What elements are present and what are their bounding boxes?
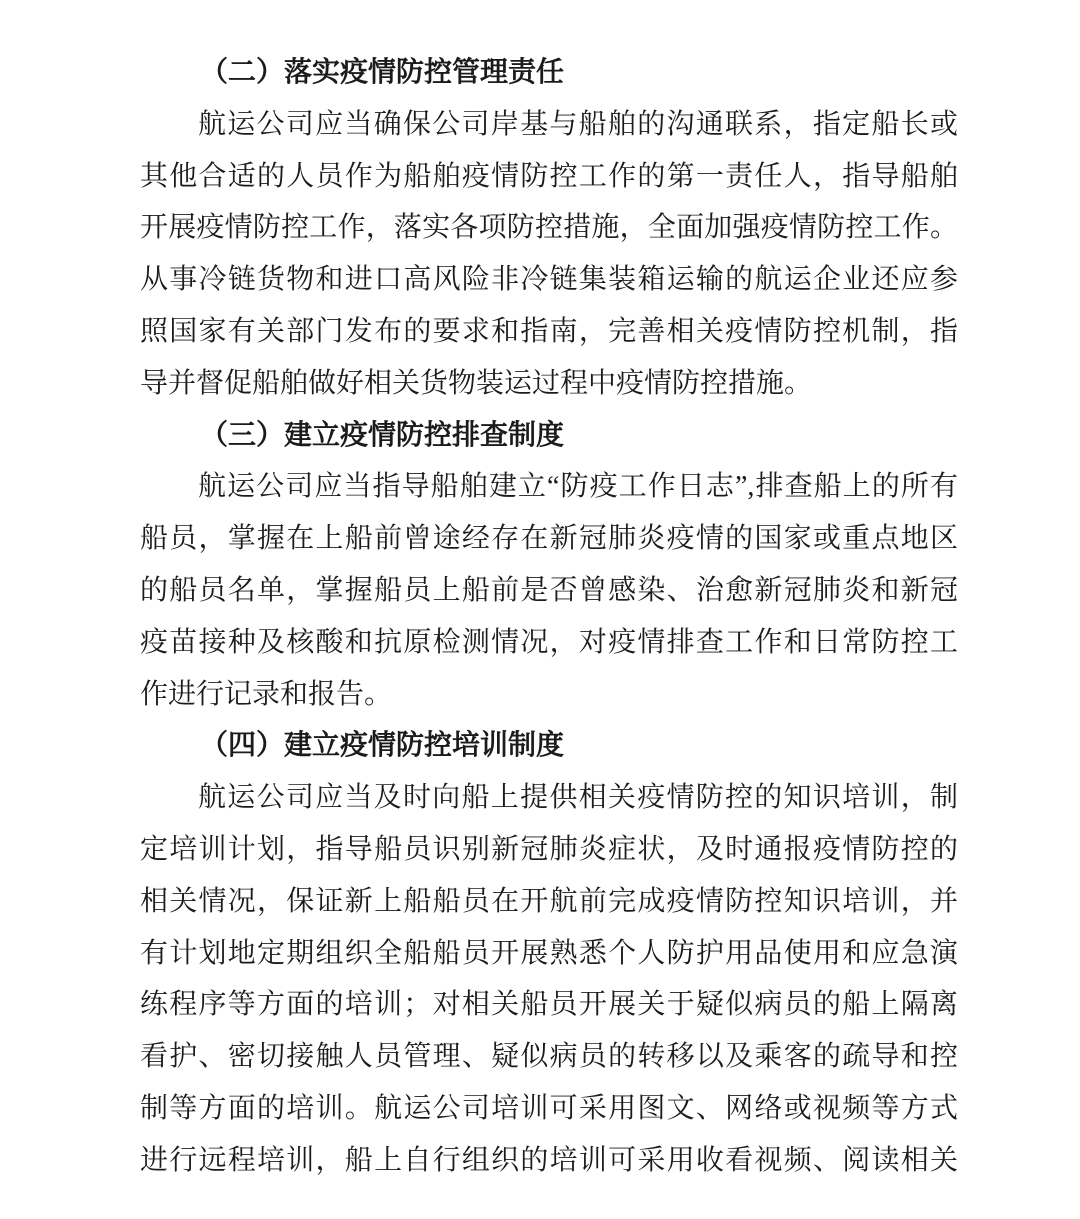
paragraph-line: 相关情况，保证新上船船员在开航前完成疫情防控知识培训，并 [140,885,958,917]
paragraph-line: 其他合适的人员作为船舶疫情防控工作的第一责任人，指导船舶 [140,160,958,192]
paragraph-line: 作进行记录和报告。 [140,678,393,710]
paragraph-line: 照国家有关部门发布的要求和指南，完善相关疫情防控机制，指 [140,315,958,347]
paragraph-line: 开展疫情防控工作，落实各项防控措施，全面加强疫情防控工作。 [140,212,958,244]
paragraph-line: 的船员名单，掌握船员上船前是否曾感染、治愈新冠肺炎和新冠 [140,574,958,606]
text-block [140,47,958,1187]
paragraph-line: 航运公司应当指导船舶建立“防疫工作日志”,排查船上的所有 [198,471,958,503]
paragraph-line: 导并督促船舶做好相关货物装运过程中疫情防控措施。 [140,367,813,399]
section-heading: （三）建立疫情防控排查制度 [200,419,565,451]
paragraph-line: 航运公司应当确保公司岸基与船舶的沟通联系，指定船长或 [198,108,958,140]
paragraph-line: 进行远程培训，船上自行组织的培训可采用收看视频、阅读相关 [140,1144,958,1176]
paragraph-line: 制等方面的培训。航运公司培训可采用图文、网络或视频等方式 [140,1092,958,1124]
section-heading: （四）建立疫情防控培训制度 [200,730,565,762]
paragraph-line: 定培训计划，指导船员识别新冠肺炎症状，及时通报疫情防控的 [140,833,958,865]
paragraph-line: 航运公司应当及时向船上提供相关疫情防控的知识培训，制 [198,782,958,814]
paragraph-line: 有计划地定期组织全船船员开展熟悉个人防护用品使用和应急演 [140,937,958,969]
paragraph-line: 疫苗接种及核酸和抗原检测情况，对疫情排查工作和日常防控工 [140,626,958,658]
paragraph-line: 船员，掌握在上船前曾途经存在新冠肺炎疫情的国家或重点地区 [140,523,958,555]
paragraph-line: 练程序等方面的培训；对相关船员开展关于疑似病员的船上隔离 [140,989,958,1021]
paragraph-line: 从事冷链货物和进口高风险非冷链集装箱运输的航运企业还应参 [140,264,958,296]
section-heading: （二）落实疫情防控管理责任 [200,57,565,88]
paragraph-line: 看护、密切接触人员管理、疑似病员的转移以及乘客的疏导和控 [140,1041,958,1073]
